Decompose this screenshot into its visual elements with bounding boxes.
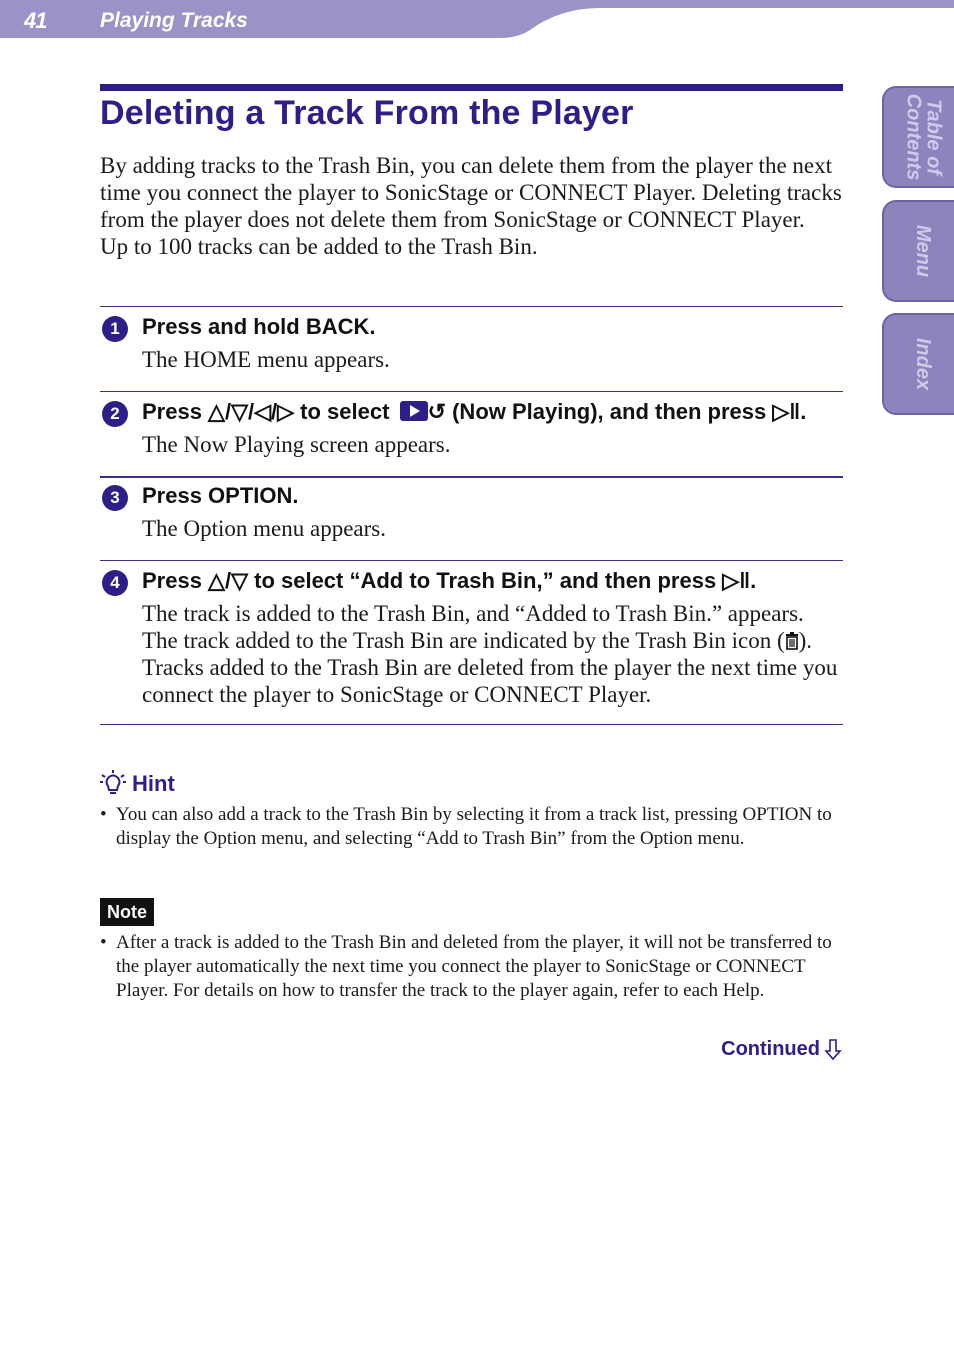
step-number: 1 (102, 316, 128, 342)
tab-menu[interactable] (882, 200, 954, 302)
hint-item (100, 803, 846, 851)
tab-index-label: Index (912, 337, 934, 391)
step-instruction: Press and hold BACK. (142, 314, 376, 339)
continued-label: Continued (721, 1038, 820, 1060)
step-result: The Option menu appears. (142, 516, 386, 541)
hint-text: You can also add a track to the Trash Bin by selecting it from a track list, pressing OPTION to display the Option menu, and selecting “Add to Trash Bin” from the Option menu. (116, 804, 832, 849)
step-result: The HOME menu appears. (142, 347, 390, 372)
note-badge: Note (100, 898, 154, 926)
divider (100, 724, 843, 725)
trash-bin-icon (785, 632, 799, 650)
divider (100, 391, 843, 392)
intro-paragraph-limit: Up to 100 tracks can be added to the Trash Bin. (100, 234, 538, 259)
step-2 (100, 399, 846, 469)
intro-paragraph: By adding tracks to the Trash Bin, you can delete them from the player the next time you connect the player to SonicStage or CONNECT Player. Deleting tracks from the player does not delete them from SonicStage or CONNECT Player. (100, 153, 842, 232)
step-1 (100, 314, 846, 384)
step-instruction-part: Press △/▽/◁/▷ to select (142, 399, 390, 424)
divider (100, 476, 843, 478)
tab-menu-label: Menu (912, 224, 934, 278)
step-number: 4 (102, 570, 128, 596)
bullet: • (100, 932, 107, 953)
step-number: 2 (102, 401, 128, 427)
now-playing-icon (400, 401, 428, 421)
step-instruction: Press OPTION. (142, 483, 299, 508)
hint-label: Hint (132, 771, 175, 796)
title-rule (100, 84, 843, 91)
step-4 (100, 568, 846, 718)
tab-index[interactable] (882, 313, 954, 415)
divider (100, 560, 843, 561)
step-instruction (142, 399, 806, 425)
step-result-part: ). Tracks added to the Trash Bin are deleted from the player the next time you connect the player to SonicStage or CONNECT Player. (142, 628, 838, 707)
step-result: The Now Playing screen appears. (142, 432, 451, 457)
section-title: Playing Tracks (100, 9, 248, 32)
arrow-down-icon (824, 1039, 842, 1061)
step-result-part: The track is added to the Trash Bin, and “Added to Trash Bin.” appears. The track added to the Trash Bin are indicated by the Trash Bin icon ( (142, 601, 804, 653)
note-item (100, 931, 846, 1003)
tab-toc-label: Table of Contents (902, 93, 945, 181)
step-3 (100, 483, 846, 553)
step-instruction-part: ↺ (Now Playing), and then press ▷ǁ. (427, 399, 807, 424)
continued-link[interactable] (721, 1038, 842, 1061)
step-number: 3 (102, 485, 128, 511)
hint-heading (100, 770, 175, 798)
divider (100, 306, 843, 307)
step-result (142, 600, 842, 708)
bullet: • (100, 804, 107, 825)
page-title: Deleting a Track From the Player (100, 94, 634, 132)
intro (100, 152, 846, 260)
tab-table-of-contents[interactable] (882, 86, 954, 188)
step-instruction: Press △/▽ to select “Add to Trash Bin,” and then press ▷ǁ. (142, 568, 757, 593)
note-text: After a track is added to the Trash Bin and deleted from the player, it will not be transferred to the player automatically the next time you connect the player to SonicStage or CONNECT Player. For details on how to transfer the track to the player again, refer to each Help. (116, 932, 832, 1001)
lightbulb-icon (100, 770, 126, 798)
page-number: 41 (24, 8, 47, 33)
